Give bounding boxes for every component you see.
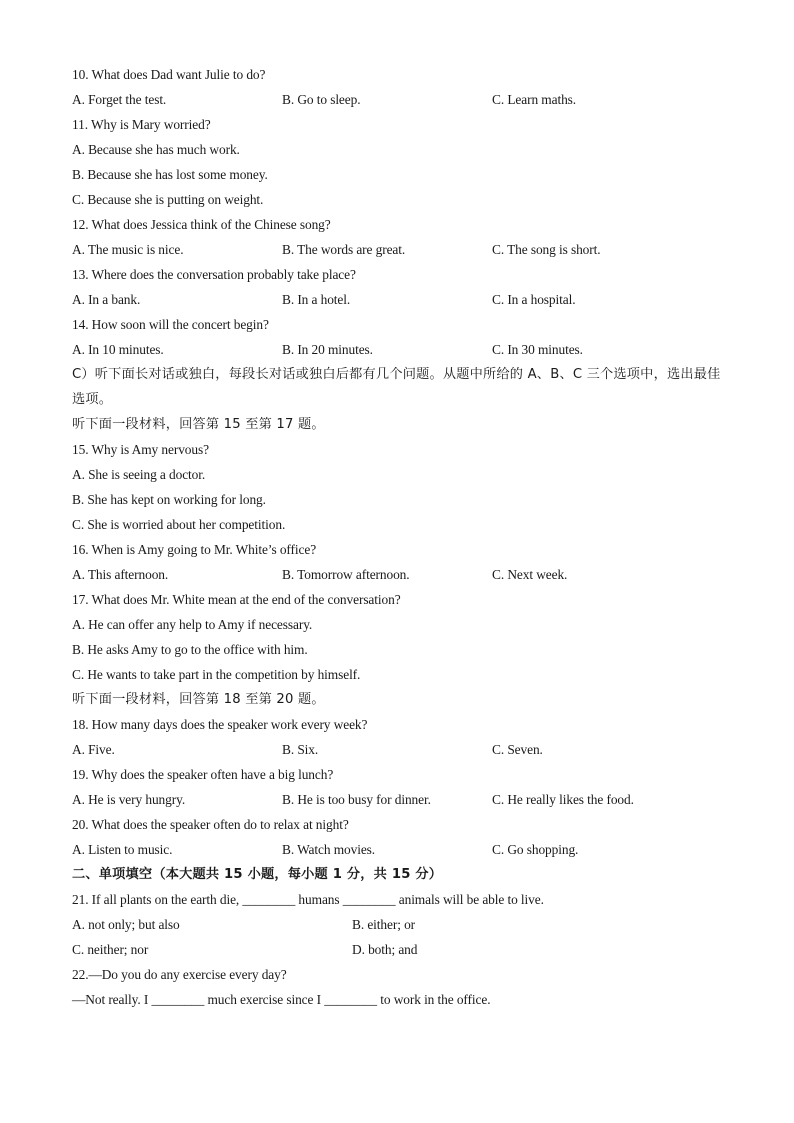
- option-c: C. Seven.: [492, 742, 543, 757]
- section-heading: 二、单项填空（本大题共 15 小题，每小题 1 分，共 15 分）: [72, 867, 443, 882]
- text-line: 11. Why is Mary worried?: [72, 117, 211, 132]
- option-b: B. He is too busy for dinner.: [282, 792, 431, 807]
- section-instruction: 听下面一段材料，回答第 18 至第 20 题。: [72, 692, 325, 707]
- option-c: C. In 30 minutes.: [492, 342, 583, 357]
- option-c: C. Learn maths.: [492, 92, 577, 107]
- options-row: [72, 237, 732, 262]
- option-b: B. In a hotel.: [282, 292, 351, 307]
- option-b: B. Six.: [282, 742, 319, 757]
- text-line: 18. How many days does the speaker work every week?: [72, 717, 368, 732]
- section-instruction: 听下面一段材料，回答第 15 至第 17 题。: [72, 417, 325, 432]
- options-row: [72, 87, 732, 112]
- text-line: 22.—Do you do any exercise every day?: [72, 967, 287, 982]
- text-line: B. She has kept on working for long.: [72, 492, 266, 507]
- text-line: C. She is worried about her competition.: [72, 517, 286, 532]
- option-second: D. both; and: [352, 942, 418, 957]
- option-a: A. This afternoon.: [72, 567, 169, 582]
- options-row: [72, 562, 732, 587]
- text-line: 15. Why is Amy nervous?: [72, 442, 209, 457]
- option-second: B. either; or: [352, 917, 416, 932]
- option-a: A. Five.: [72, 742, 115, 757]
- option-b: B. In 20 minutes.: [282, 342, 373, 357]
- option-a: A. Listen to music.: [72, 842, 173, 857]
- text-line: C. Because she is putting on weight.: [72, 192, 264, 207]
- option-b: B. The words are great.: [282, 242, 406, 257]
- text-line: 10. What does Dad want Julie to do?: [72, 67, 266, 82]
- options-row: [72, 337, 732, 362]
- option-a: A. He is very hungry.: [72, 792, 186, 807]
- text-line: 19. Why does the speaker often have a big lunch?: [72, 767, 334, 782]
- options-row: [72, 912, 732, 937]
- text-line: A. Because she has much work.: [72, 142, 240, 157]
- text-line: A. She is seeing a doctor.: [72, 467, 206, 482]
- text-line: B. He asks Amy to go to the office with him.: [72, 642, 308, 657]
- text-line: 16. When is Amy going to Mr. White’s office?: [72, 542, 317, 557]
- options-row: [72, 287, 732, 312]
- option-a: A. Forget the test.: [72, 92, 167, 107]
- options-row: [72, 787, 732, 812]
- text-line: 12. What does Jessica think of the Chinese song?: [72, 217, 331, 232]
- option-b: B. Tomorrow afternoon.: [282, 567, 410, 582]
- options-row: [72, 937, 732, 962]
- option-c: C. Go shopping.: [492, 842, 579, 857]
- option-first: C. neither; nor: [72, 942, 149, 957]
- option-c: C. The song is short.: [492, 242, 601, 257]
- text-line: 13. Where does the conversation probably take place?: [72, 267, 356, 282]
- options-row: [72, 737, 732, 762]
- text-line: 21. If all plants on the earth die, ________ humans ________ animals will be able to live.: [72, 892, 544, 907]
- text-line: 17. What does Mr. White mean at the end of the conversation?: [72, 592, 401, 607]
- document-page: [72, 62, 732, 1012]
- option-first: A. not only; but also: [72, 917, 180, 932]
- option-a: A. In a bank.: [72, 292, 141, 307]
- text-line: B. Because she has lost some money.: [72, 167, 268, 182]
- text-line: A. He can offer any help to Amy if necessary.: [72, 617, 313, 632]
- option-a: A. The music is nice.: [72, 242, 184, 257]
- option-c: C. He really likes the food.: [492, 792, 634, 807]
- text-line: 20. What does the speaker often do to relax at night?: [72, 817, 349, 832]
- option-b: B. Go to sleep.: [282, 92, 361, 107]
- options-row: [72, 837, 732, 862]
- option-c: C. In a hospital.: [492, 292, 576, 307]
- option-c: C. Next week.: [492, 567, 568, 582]
- text-line: C. He wants to take part in the competition by himself.: [72, 667, 361, 682]
- text-line: —Not really. I ________ much exercise since I ________ to work in the office.: [72, 992, 491, 1007]
- text-line: 14. How soon will the concert begin?: [72, 317, 269, 332]
- option-a: A. In 10 minutes.: [72, 342, 164, 357]
- section-instruction: C）听下面长对话或独白，每段长对话或独白后都有几个问题。从题中所给的 A、B、C 三个选项中，选出最佳选项。: [72, 367, 721, 407]
- option-b: B. Watch movies.: [282, 842, 376, 857]
